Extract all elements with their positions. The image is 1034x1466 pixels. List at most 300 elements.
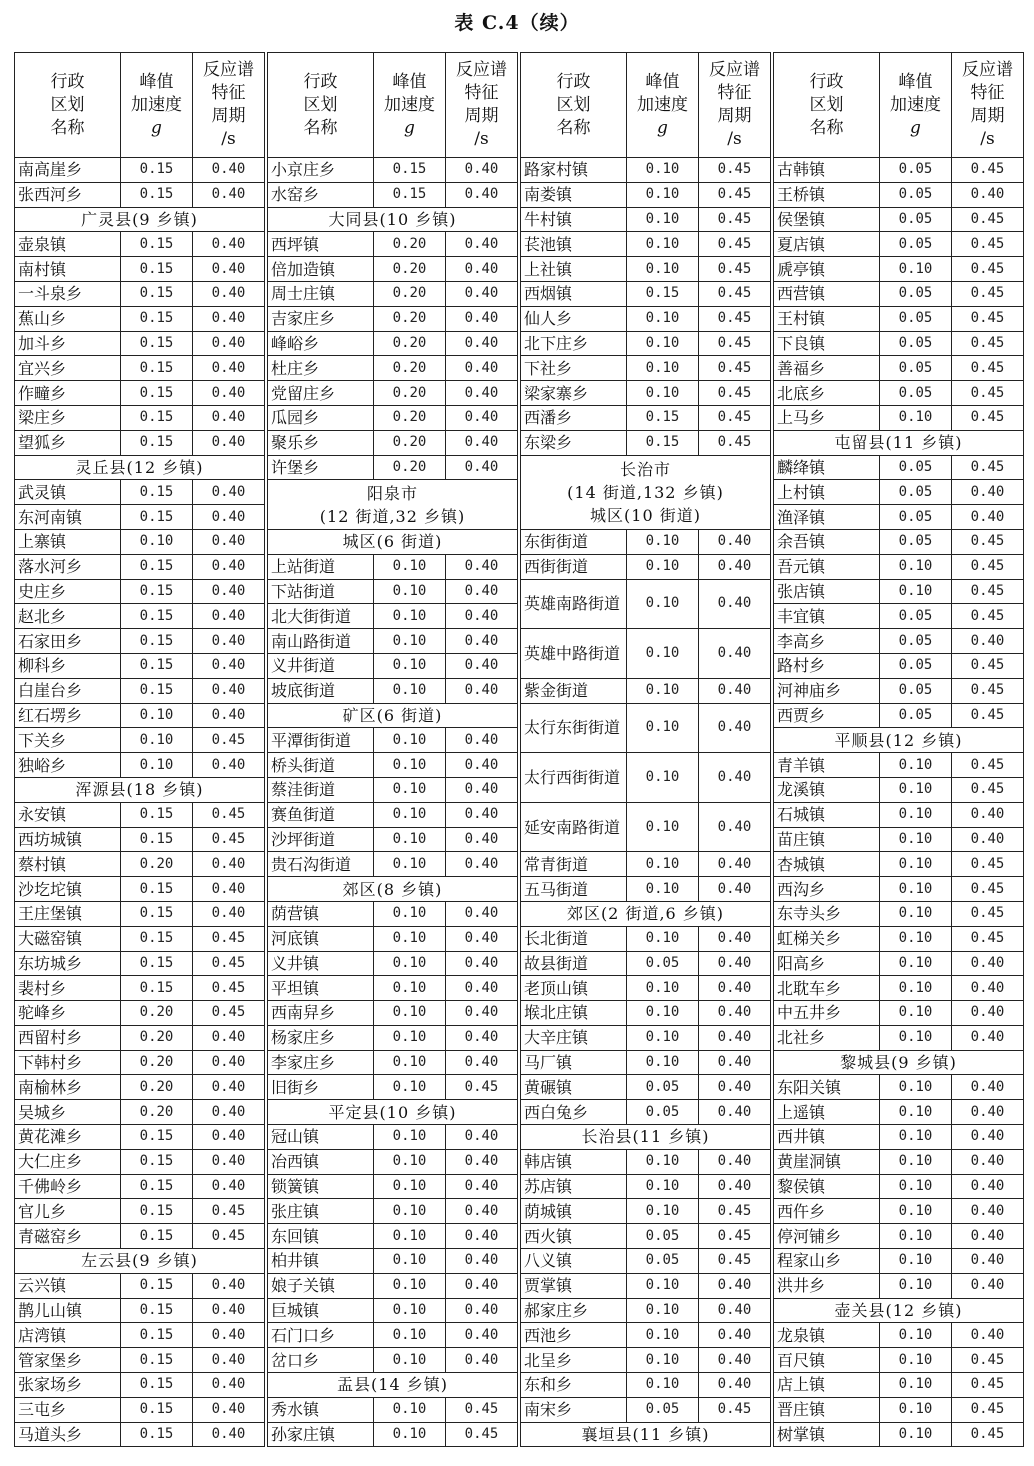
cell-name: 丰宜镇: [774, 604, 880, 629]
section-title: [15, 207, 265, 232]
section-title-line: 浑源县(18 乡镇): [75, 780, 204, 800]
cell-peak-acceleration: 0.10: [627, 678, 699, 703]
data-table: [773, 52, 1024, 1447]
cell-peak-acceleration: 0.20: [374, 281, 446, 306]
table-row: [774, 257, 1024, 282]
table-row: [521, 753, 771, 803]
cell-name: 北底乡: [774, 381, 880, 406]
cell-peak-acceleration: 0.05: [627, 1249, 699, 1274]
cell-peak-acceleration: 0.20: [374, 356, 446, 381]
table-row: [268, 629, 518, 654]
cell-name: 英雄中路街道: [521, 629, 627, 679]
section-title: [268, 877, 518, 902]
section-header-row: [15, 1249, 265, 1274]
cell-name: 太行东街街道: [521, 703, 627, 753]
cell-peak-acceleration: 0.10: [374, 1422, 446, 1447]
cell-name: 西仵乡: [774, 1199, 880, 1224]
table-row: [268, 257, 518, 282]
cell-period: 0.45: [952, 158, 1024, 183]
cell-peak-acceleration: 0.20: [374, 306, 446, 331]
cell-period: 0.40: [446, 728, 518, 753]
cell-peak-acceleration: 0.10: [374, 926, 446, 951]
header-name: [774, 53, 880, 158]
cell-period: 0.40: [193, 356, 265, 381]
cell-period: 0.40: [699, 852, 771, 877]
cell-name: 店上镇: [774, 1373, 880, 1398]
cell-name: 平坦镇: [268, 976, 374, 1001]
cell-name: 五马街道: [521, 877, 627, 902]
cell-peak-acceleration: 0.05: [880, 529, 952, 554]
cell-period: 0.40: [952, 480, 1024, 505]
table-row: [15, 1298, 265, 1323]
cell-period: 0.45: [952, 678, 1024, 703]
cell-period: 0.40: [699, 1174, 771, 1199]
cell-period: 0.40: [446, 232, 518, 257]
cell-name: 东寺头乡: [774, 901, 880, 926]
cell-name: 独峪乡: [15, 753, 121, 778]
table-row: [521, 1273, 771, 1298]
cell-peak-acceleration: 0.10: [374, 1397, 446, 1422]
cell-period: 0.45: [193, 1224, 265, 1249]
header-text: 特征: [464, 83, 499, 103]
section-title-line: (12 街道,32 乡镇): [319, 506, 466, 526]
section-header-row: [268, 1373, 518, 1398]
cell-peak-acceleration: 0.10: [374, 554, 446, 579]
table-row: [268, 455, 518, 480]
cell-name: 杨家庄乡: [268, 1025, 374, 1050]
cell-period: 0.45: [952, 877, 1024, 902]
cell-period: 0.45: [699, 1249, 771, 1274]
section-title: [15, 1249, 265, 1274]
table-row: [521, 331, 771, 356]
table-row: [268, 1199, 518, 1224]
cell-peak-acceleration: 0.20: [121, 1025, 193, 1050]
cell-period: 0.40: [193, 232, 265, 257]
header-text: g: [910, 117, 921, 138]
table-row: [521, 182, 771, 207]
cell-period: 0.45: [699, 331, 771, 356]
table-row: [15, 480, 265, 505]
table-row: [15, 356, 265, 381]
table-column-4: [773, 52, 1023, 1453]
table-row: [521, 1373, 771, 1398]
table-row: [774, 678, 1024, 703]
cell-period: 0.40: [952, 1174, 1024, 1199]
table-row: [15, 331, 265, 356]
table-row: [15, 703, 265, 728]
table-row: [15, 678, 265, 703]
table-row: [15, 505, 265, 530]
cell-name: 李家庄乡: [268, 1050, 374, 1075]
cell-period: 0.45: [193, 976, 265, 1001]
table-column-1: [14, 52, 264, 1453]
cell-name: 武灵镇: [15, 480, 121, 505]
cell-period: 0.40: [952, 1001, 1024, 1026]
cell-period: 0.40: [952, 1273, 1024, 1298]
cell-name: 西坊城镇: [15, 827, 121, 852]
cell-name: 张店镇: [774, 579, 880, 604]
cell-name: 义井镇: [268, 951, 374, 976]
cell-name: 长北街道: [521, 926, 627, 951]
table-header-row: [774, 53, 1024, 158]
cell-period: 0.45: [193, 728, 265, 753]
section-header-row: [774, 1050, 1024, 1075]
cell-peak-acceleration: 0.10: [627, 529, 699, 554]
cell-name: 壶泉镇: [15, 232, 121, 257]
table-header-row: [521, 53, 771, 158]
cell-peak-acceleration: 0.10: [880, 827, 952, 852]
cell-peak-acceleration: 0.15: [121, 381, 193, 406]
cell-name: 上站街道: [268, 554, 374, 579]
cell-period: 0.40: [446, 1323, 518, 1348]
section-title: [268, 207, 518, 232]
cell-peak-acceleration: 0.10: [880, 1025, 952, 1050]
cell-peak-acceleration: 0.05: [880, 480, 952, 505]
cell-period: 0.45: [699, 182, 771, 207]
cell-peak-acceleration: 0.15: [121, 827, 193, 852]
cell-name: 东阳关镇: [774, 1075, 880, 1100]
cell-peak-acceleration: 0.10: [627, 356, 699, 381]
cell-peak-acceleration: 0.15: [121, 554, 193, 579]
table-row: [521, 232, 771, 257]
cell-peak-acceleration: 0.10: [374, 604, 446, 629]
cell-name: 云兴镇: [15, 1273, 121, 1298]
cell-period: 0.45: [952, 455, 1024, 480]
cell-peak-acceleration: 0.10: [374, 827, 446, 852]
section-title-line: 平顺县(12 乡镇): [834, 730, 963, 750]
table-row: [774, 182, 1024, 207]
cell-peak-acceleration: 0.10: [627, 331, 699, 356]
cell-period: 0.45: [952, 1373, 1024, 1398]
table-row: [774, 703, 1024, 728]
cell-peak-acceleration: 0.10: [627, 1323, 699, 1348]
cell-period: 0.40: [952, 802, 1024, 827]
table-row: [15, 1100, 265, 1125]
header-text: 加速度: [384, 94, 435, 115]
cell-name: 吉家庄乡: [268, 306, 374, 331]
table-row: [15, 182, 265, 207]
cell-name: 旧街乡: [268, 1075, 374, 1100]
table-row: [521, 356, 771, 381]
cell-name: 牛村镇: [521, 207, 627, 232]
cell-period: 0.40: [952, 505, 1024, 530]
header-text: 特征: [717, 83, 752, 103]
cell-name: 东街街道: [521, 529, 627, 554]
cell-name: 河神庙乡: [774, 678, 880, 703]
table-row: [15, 1174, 265, 1199]
cell-name: 张家场乡: [15, 1373, 121, 1398]
cell-name: 蕉山乡: [15, 306, 121, 331]
cell-name: 北大街街道: [268, 604, 374, 629]
cell-name: 西街街道: [521, 554, 627, 579]
cell-name: 南榆林乡: [15, 1075, 121, 1100]
cell-peak-acceleration: 0.10: [627, 753, 699, 803]
cell-period: 0.40: [952, 976, 1024, 1001]
table-row: [774, 653, 1024, 678]
cell-peak-acceleration: 0.10: [627, 1273, 699, 1298]
cell-peak-acceleration: 0.10: [880, 1348, 952, 1373]
cell-name: 西井镇: [774, 1125, 880, 1150]
cell-period: 0.40: [446, 678, 518, 703]
cell-period: 0.40: [699, 529, 771, 554]
cell-name: 苌池镇: [521, 232, 627, 257]
header-text: 峰值: [139, 71, 174, 92]
cell-peak-acceleration: 0.20: [121, 852, 193, 877]
cell-peak-acceleration: 0.10: [627, 158, 699, 183]
cell-peak-acceleration: 0.15: [374, 158, 446, 183]
cell-peak-acceleration: 0.05: [880, 356, 952, 381]
table-container: [14, 52, 1022, 1453]
cell-peak-acceleration: 0.10: [880, 1323, 952, 1348]
cell-name: 石门口乡: [268, 1323, 374, 1348]
table-row: [774, 1249, 1024, 1274]
cell-name: 巨城镇: [268, 1298, 374, 1323]
table-row: [521, 579, 771, 629]
section-title-line: 郊区(8 乡镇): [342, 879, 443, 899]
cell-period: 0.45: [952, 753, 1024, 778]
table-row: [15, 381, 265, 406]
cell-peak-acceleration: 0.10: [374, 777, 446, 802]
cell-period: 0.40: [699, 579, 771, 629]
table-row: [521, 1174, 771, 1199]
cell-period: 0.40: [193, 1149, 265, 1174]
table-row: [774, 1199, 1024, 1224]
table-row: [774, 1125, 1024, 1150]
cell-name: 秀水镇: [268, 1397, 374, 1422]
cell-name: 渔泽镇: [774, 505, 880, 530]
cell-period: 0.40: [446, 1199, 518, 1224]
cell-period: 0.40: [699, 678, 771, 703]
cell-period: 0.40: [952, 951, 1024, 976]
section-title: [521, 901, 771, 926]
cell-period: 0.40: [446, 1348, 518, 1373]
cell-peak-acceleration: 0.10: [627, 232, 699, 257]
cell-name: 黄花滩乡: [15, 1125, 121, 1150]
section-header-row: [15, 455, 265, 480]
table-row: [774, 877, 1024, 902]
cell-name: 苏店镇: [521, 1174, 627, 1199]
cell-peak-acceleration: 0.10: [121, 529, 193, 554]
header-text: /s: [727, 129, 742, 149]
cell-peak-acceleration: 0.15: [121, 331, 193, 356]
header-text: 周期: [970, 106, 1005, 126]
cell-period: 0.40: [952, 1249, 1024, 1274]
table-row: [774, 1397, 1024, 1422]
header-text: 区划: [50, 94, 85, 115]
table-row: [15, 1025, 265, 1050]
cell-peak-acceleration: 0.10: [880, 405, 952, 430]
section-title: [521, 1125, 771, 1150]
cell-name: 王村镇: [774, 306, 880, 331]
cell-name: 冶西镇: [268, 1149, 374, 1174]
table-row: [774, 1001, 1024, 1026]
cell-peak-acceleration: 0.10: [374, 1348, 446, 1373]
cell-name: 余吾镇: [774, 529, 880, 554]
cell-peak-acceleration: 0.10: [374, 1025, 446, 1050]
table-row: [774, 505, 1024, 530]
cell-peak-acceleration: 0.10: [121, 703, 193, 728]
cell-period: 0.45: [446, 1422, 518, 1447]
cell-period: 0.40: [193, 1397, 265, 1422]
cell-period: 0.40: [699, 1075, 771, 1100]
cell-name: 青羊镇: [774, 753, 880, 778]
table-row: [774, 306, 1024, 331]
table-row: [15, 653, 265, 678]
cell-peak-acceleration: 0.10: [374, 852, 446, 877]
cell-peak-acceleration: 0.10: [627, 579, 699, 629]
cell-peak-acceleration: 0.10: [880, 901, 952, 926]
cell-name: 聚乐乡: [268, 430, 374, 455]
table-row: [774, 777, 1024, 802]
header-text: /s: [980, 129, 995, 149]
section-title-line: 黎城县(9 乡镇): [840, 1053, 957, 1073]
table-row: [521, 430, 771, 455]
table-row: [521, 852, 771, 877]
cell-peak-acceleration: 0.15: [627, 430, 699, 455]
cell-period: 0.45: [699, 1199, 771, 1224]
table-row: [15, 1348, 265, 1373]
cell-name: 义井街道: [268, 653, 374, 678]
table-row: [774, 604, 1024, 629]
cell-period: 0.40: [446, 579, 518, 604]
cell-name: 青磁窑乡: [15, 1224, 121, 1249]
section-title-line: 城区(6 街道): [342, 532, 443, 552]
cell-name: 黄碾镇: [521, 1075, 627, 1100]
cell-name: 店湾镇: [15, 1323, 121, 1348]
header-text: 周期: [717, 106, 752, 126]
table-row: [521, 405, 771, 430]
header-peak-acceleration: [880, 53, 952, 158]
cell-peak-acceleration: 0.15: [121, 1397, 193, 1422]
cell-name: 鹊儿山镇: [15, 1298, 121, 1323]
cell-name: 柳科乡: [15, 653, 121, 678]
cell-peak-acceleration: 0.15: [121, 1125, 193, 1150]
cell-name: 西南舁乡: [268, 1001, 374, 1026]
cell-peak-acceleration: 0.10: [374, 976, 446, 1001]
table-row: [774, 926, 1024, 951]
cell-name: 东河南镇: [15, 505, 121, 530]
cell-name: 赛鱼街道: [268, 802, 374, 827]
cell-peak-acceleration: 0.10: [880, 1422, 952, 1447]
cell-name: 老顶山镇: [521, 976, 627, 1001]
cell-name: 常青街道: [521, 852, 627, 877]
cell-period: 0.40: [193, 1323, 265, 1348]
cell-period: 0.40: [193, 604, 265, 629]
cell-peak-acceleration: 0.10: [627, 1348, 699, 1373]
cell-period: 0.40: [446, 802, 518, 827]
cell-period: 0.40: [952, 182, 1024, 207]
cell-period: 0.40: [446, 1249, 518, 1274]
cell-peak-acceleration: 0.15: [121, 405, 193, 430]
cell-peak-acceleration: 0.10: [880, 951, 952, 976]
cell-peak-acceleration: 0.20: [374, 455, 446, 480]
table-row: [268, 653, 518, 678]
cell-name: 一斗泉乡: [15, 281, 121, 306]
table-row: [15, 579, 265, 604]
cell-period: 0.40: [446, 405, 518, 430]
cell-name: 南村镇: [15, 257, 121, 282]
header-name: [268, 53, 374, 158]
cell-period: 0.45: [952, 1348, 1024, 1373]
cell-peak-acceleration: 0.15: [121, 653, 193, 678]
cell-period: 0.45: [699, 158, 771, 183]
cell-period: 0.40: [193, 1100, 265, 1125]
table-row: [15, 1199, 265, 1224]
cell-name: 下社乡: [521, 356, 627, 381]
table-row: [268, 356, 518, 381]
cell-peak-acceleration: 0.10: [374, 1050, 446, 1075]
header-text: g: [404, 117, 415, 138]
cell-period: 0.45: [193, 951, 265, 976]
cell-peak-acceleration: 0.10: [374, 1199, 446, 1224]
table-row: [774, 529, 1024, 554]
cell-name: 王庄堡镇: [15, 901, 121, 926]
table-row: [15, 554, 265, 579]
cell-peak-acceleration: 0.10: [374, 653, 446, 678]
cell-period: 0.40: [193, 281, 265, 306]
cell-name: 张西河乡: [15, 182, 121, 207]
cell-name: 故县街道: [521, 951, 627, 976]
cell-peak-acceleration: 0.05: [627, 1075, 699, 1100]
cell-peak-acceleration: 0.15: [121, 802, 193, 827]
cell-name: 下站街道: [268, 579, 374, 604]
cell-period: 0.45: [699, 356, 771, 381]
cell-period: 0.45: [952, 381, 1024, 406]
table-row: [15, 1422, 265, 1447]
table-row: [15, 976, 265, 1001]
table-row: [15, 753, 265, 778]
table-row: [15, 281, 265, 306]
table-row: [774, 1422, 1024, 1447]
cell-name: 锁簧镇: [268, 1174, 374, 1199]
cell-peak-acceleration: 0.10: [374, 802, 446, 827]
cell-peak-acceleration: 0.10: [880, 1199, 952, 1224]
table-row: [521, 802, 771, 852]
cell-period: 0.40: [952, 1025, 1024, 1050]
cell-peak-acceleration: 0.10: [880, 877, 952, 902]
cell-period: 0.45: [699, 381, 771, 406]
cell-period: 0.45: [193, 802, 265, 827]
cell-period: 0.45: [952, 926, 1024, 951]
cell-name: 南高崖乡: [15, 158, 121, 183]
cell-name: 西坪镇: [268, 232, 374, 257]
cell-name: 马厂镇: [521, 1050, 627, 1075]
cell-peak-acceleration: 0.10: [627, 703, 699, 753]
cell-peak-acceleration: 0.10: [374, 1323, 446, 1348]
cell-peak-acceleration: 0.15: [121, 356, 193, 381]
header-text: 特征: [970, 83, 1005, 103]
header-text: 峰值: [645, 71, 680, 92]
cell-peak-acceleration: 0.10: [627, 207, 699, 232]
section-title-line: 平定县(10 乡镇): [328, 1102, 457, 1122]
cell-peak-acceleration: 0.15: [121, 1174, 193, 1199]
header-name: [521, 53, 627, 158]
table-row: [521, 281, 771, 306]
cell-name: 东梁乡: [521, 430, 627, 455]
cell-peak-acceleration: 0.10: [880, 1125, 952, 1150]
table-row: [15, 951, 265, 976]
cell-name: 大辛庄镇: [521, 1025, 627, 1050]
cell-period: 0.45: [952, 207, 1024, 232]
section-header-row: [15, 207, 265, 232]
table-row: [774, 232, 1024, 257]
cell-name: 梁庄乡: [15, 405, 121, 430]
cell-period: 0.40: [193, 405, 265, 430]
cell-name: 洪井乡: [774, 1273, 880, 1298]
header-text: 峰值: [392, 71, 427, 92]
table-row: [774, 901, 1024, 926]
section-title-line: 广灵县(9 乡镇): [81, 209, 198, 229]
